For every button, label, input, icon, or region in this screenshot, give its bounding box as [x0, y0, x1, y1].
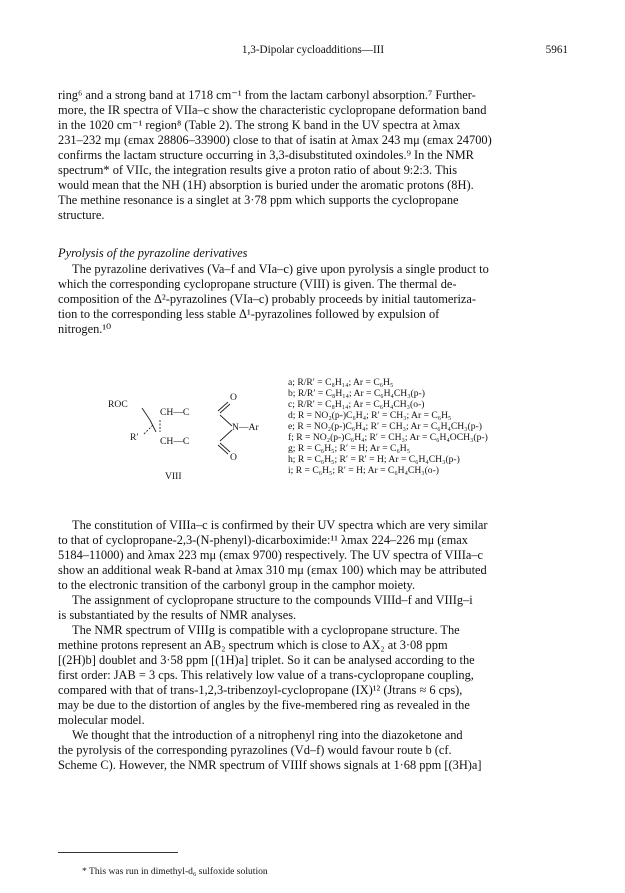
text-line: to that of cyclopropane-2,3-(N-phenyl)-dicarboximide:¹¹ λmax 224–226 mμ (εmax — [58, 533, 468, 547]
bond — [220, 415, 232, 426]
text-line: 231–232 mμ (εmax 28806–33900) close to that of isatin at λmax 243 mμ (εmax 24700) — [58, 133, 492, 147]
substituent-row: b; R/R′ = C₈H₁₄; Ar = C₆H₄CH₃(p-) — [288, 388, 425, 399]
substituent-row: d; R = NO₂(p-)C₆H₄; R′ = CH₃; Ar = C₆H₅ — [288, 410, 452, 421]
text-line: composition of the Δ²-pyrazolines (VIa–c) probably proceeds by initial tautomeriza- — [58, 292, 477, 306]
page-number: 5961 — [545, 44, 568, 56]
text-line: more, the IR spectra of VIIa–c show the characteristic cyclopropane deformation band — [58, 103, 487, 117]
ch-group-lower: CH—C — [160, 436, 190, 447]
n-ar-group: N—Ar — [232, 422, 259, 433]
bond — [220, 443, 230, 452]
paragraph-ir-uv-nmr — [58, 88, 568, 223]
text-line: The assignment of cyclopropane structure to the compounds VIIId–f and VIIIg–i — [72, 593, 473, 607]
text-line: The constitution of VIIIa–c is confirmed by their UV spectra which are very similar — [72, 518, 488, 532]
substituent-row: c; R/R′ = C₈H₁₄; Ar = C₆H₄CH₃(o-) — [288, 399, 425, 410]
text-line: confirms the lactam structure occurring in 3,3-disubstituted oxindoles.⁹ In the NMR — [58, 148, 474, 162]
bond — [218, 445, 228, 454]
text-line: We thought that the introduction of a nitrophenyl ring into the diazoketone and — [72, 728, 463, 742]
text-line: in the 1020 cm⁻¹ region⁸ (Table 2). The strong K band in the UV spectra at λmax — [58, 118, 461, 132]
text-line: to the electronic transition of the carbonyl group in the camphor moiety. — [58, 578, 416, 592]
carbonyl-oxygen-lower: O — [230, 452, 237, 463]
footnote-rule — [58, 852, 178, 853]
text-line: which the corresponding cyclopropane structure (VIII) is given. The thermal de- — [58, 277, 457, 291]
text-line: compared with that of trans-1,2,3-tribenzoyl-cyclopropane (IX)¹² (Jtrans ≈ 6 cps), — [58, 683, 463, 697]
substituent-row: a; R/R′ = C₈H₁₄; Ar = C₆H₅ — [288, 377, 394, 388]
text-line: molecular model. — [58, 713, 145, 727]
substituent-row: e; R = NO₂(p-)C₆H₄; R′ = CH₃; Ar = C₆H₄CH₃(p-) — [288, 421, 482, 432]
text-line: The NMR spectrum of VIIIg is compatible with a cyclopropane structure. The — [72, 623, 460, 637]
carbonyl-oxygen-upper: O — [230, 392, 237, 403]
text-line: tion to the corresponding less stable Δ¹-pyrazolines followed by expulsion of — [58, 307, 440, 321]
text-line: would mean that the NH (1H) absorption is buried under the aromatic protons (8H). — [58, 178, 474, 192]
text-line: [(2H)b] doublet and 3·58 ppm [(1H)a] triplet. So it can be analysed according to the — [58, 653, 475, 667]
text-line: structure. — [58, 208, 105, 222]
running-header — [58, 44, 568, 60]
structure-label: VIII — [165, 471, 182, 482]
text-line: The pyrazoline derivatives (Va–f and VIa–c) give upon pyrolysis a single product to — [72, 262, 489, 276]
text-line: 5184–11000) and λmax 223 mμ (εmax 9700) respectively. The UV spectra of VIIIa–c — [58, 548, 484, 562]
text-line: is substantiated by the results of NMR analyses. — [58, 608, 297, 622]
text-line: the pyrolysis of the corresponding pyrazolines (Vd–f) would favour route b (cf. — [58, 743, 452, 757]
text-line: Scheme C). However, the NMR spectrum of VIIIf shows signals at 1·68 ppm [(3H)a] — [58, 758, 482, 772]
text-line: may be due to the distortion of angles by the five-membered ring as revealed in the — [58, 698, 470, 712]
text-line: spectrum* of VIIc, the integration results give a proton ratio of about 9:2:3. This — [58, 163, 458, 177]
substituent-row: g; R = C₆H₅; R′ = H; Ar = C₆H₅ — [288, 443, 411, 454]
substituent-list — [288, 377, 588, 476]
r-prime-group: R′ — [130, 432, 139, 443]
bond — [220, 430, 232, 441]
section-heading: Pyrolysis of the pyrazoline derivatives — [58, 246, 248, 260]
bond — [220, 404, 230, 413]
text-line: ring⁶ and a strong band at 1718 cm⁻¹ from the lactam carbonyl absorption.⁷ Further- — [58, 88, 476, 102]
text-line: The methine resonance is a singlet at 3·78 ppm which supports the cyclopropane — [58, 193, 459, 207]
bond — [142, 408, 150, 420]
substituent-row: f; R = NO₂(p-)C₆H₄; R′ = CH₃; Ar = C₆H₄OCH₃(p-) — [288, 432, 488, 443]
text-line: show an additional weak R-band at λmax 310 mμ (εmax 100) which may be attributed — [58, 563, 487, 577]
text-line: methine protons represent an AB₂ spectrum which is close to AX₂ at 3·08 ppm — [58, 638, 448, 652]
text-line: first order: JAB = 3 cps. This relatively low value of a trans-cyclopropane coupling, — [58, 668, 474, 682]
bond — [144, 424, 154, 434]
bond — [150, 420, 156, 432]
paragraph-pyrolysis — [58, 262, 568, 337]
substituent-row: i; R = C₆H₅; R′ = H; Ar = C₆H₄CH₃(o-) — [288, 465, 439, 476]
substituent-row: h; R = C₆H₅; R′ = R′ = H; Ar = C₆H₄CH₃(p-) — [288, 454, 460, 465]
paragraph-uv-constitution — [58, 518, 568, 773]
bond — [218, 402, 228, 411]
text-line: nitrogen.¹⁰ — [58, 322, 112, 336]
running-title: 1,3-Dipolar cycloadditions—III — [241, 44, 385, 56]
ch-group-upper: CH—C — [160, 407, 190, 418]
roc-group: ROC — [108, 399, 128, 410]
footnote: * This was run in dimethyl-d₆ sulfoxide solution — [82, 866, 268, 877]
structure-viii-diagram — [108, 390, 288, 490]
